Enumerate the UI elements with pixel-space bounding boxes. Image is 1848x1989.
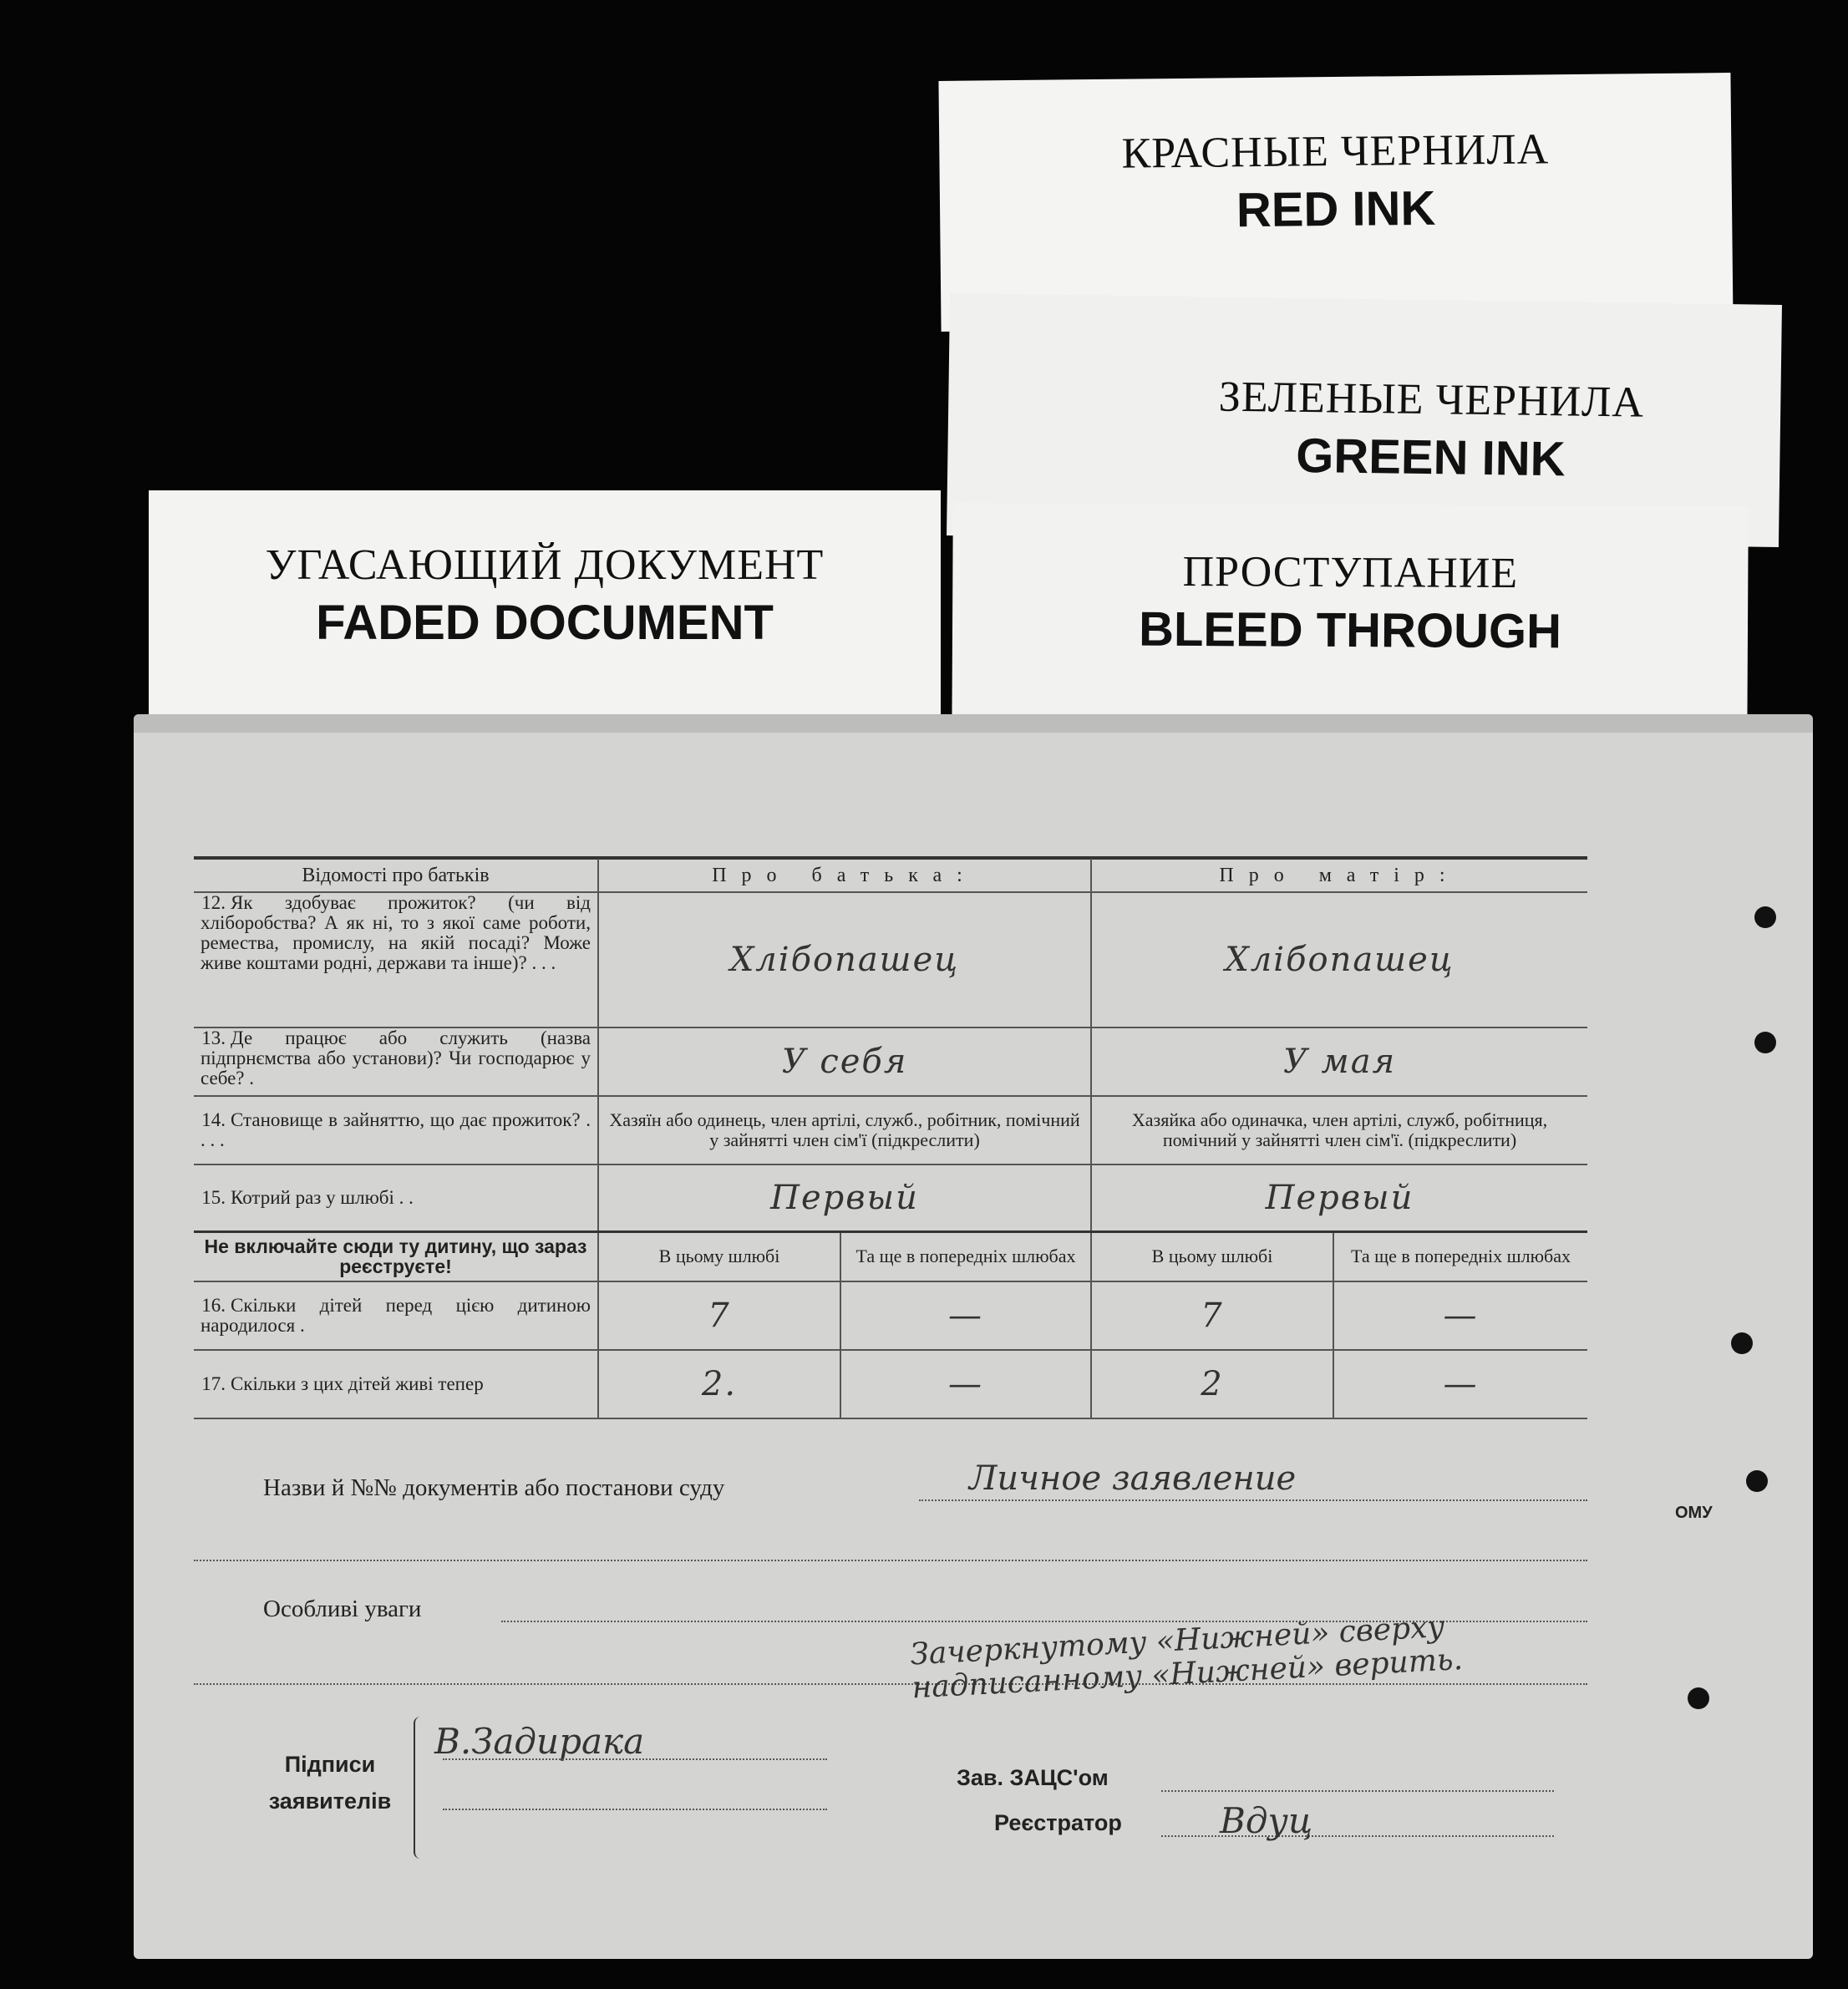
- children-note: Не включайте сюди ту дитину, що зараз реєструєте!: [194, 1231, 598, 1281]
- mother-this-marriage-header: В цьому шлюбі: [1091, 1231, 1333, 1281]
- question-17: 17. Скільки з цих дітей живі тепер: [194, 1350, 598, 1418]
- father-livelihood: Хлібопашец: [598, 892, 1091, 1027]
- table-row: [194, 1096, 1587, 1164]
- header-parents-info: Відомості про батьків: [194, 859, 598, 892]
- card-en-label: BLEED THROUGH: [1138, 601, 1562, 659]
- question-16: 16. Скільки дітей перед цією дитиною народилося .: [194, 1281, 598, 1350]
- punch-hole: [1731, 1332, 1753, 1354]
- mother-children-born-this: 7: [1091, 1281, 1333, 1350]
- punch-hole: [1754, 906, 1776, 928]
- mother-children-born-prev: —: [1443, 1296, 1479, 1335]
- remarks-value: Зачеркнутому «Нижней» сверху надписанному «Нижней» верить.: [909, 1609, 1464, 1706]
- father-workplace: У себя: [598, 1027, 1091, 1096]
- table-row: [194, 1281, 1587, 1350]
- signature-dotted-line-1: [443, 1758, 827, 1760]
- punch-hole: [1746, 1470, 1768, 1492]
- table-row: [194, 892, 1587, 1027]
- father-marriage-count: Первый: [598, 1164, 1091, 1231]
- father-children-born-this: 7: [598, 1281, 840, 1350]
- table-header-row: [194, 859, 1587, 892]
- mother-livelihood: Хлібопашец: [1225, 941, 1455, 979]
- father-children-alive-prev: —: [840, 1350, 1091, 1418]
- children-header-row: [194, 1231, 1587, 1281]
- father-children-alive-this: 2.: [598, 1350, 840, 1418]
- header-father: Про батька:: [598, 859, 1091, 892]
- table-row: [194, 1164, 1587, 1231]
- sheet-edge: [134, 714, 1813, 733]
- signatures-label: Підписи заявителів: [268, 1752, 392, 1814]
- mother-children-alive-prev: —: [1443, 1365, 1479, 1403]
- mother-marriage-count: Первый: [1265, 1178, 1414, 1217]
- registrar-label: Реєстратор: [994, 1810, 1122, 1835]
- father-children-born-prev: —: [840, 1281, 1091, 1350]
- header-mother: Про матір:: [1219, 864, 1460, 886]
- card-ru-label: КРАСНЫЕ ЧЕРНИЛА: [1121, 125, 1550, 178]
- signatures-brace: [414, 1717, 420, 1859]
- remarks-label: Особливі уваги: [263, 1596, 422, 1622]
- registrar-signature: Вдуц: [1220, 1800, 1313, 1841]
- documents-dotted-line-2: [194, 1560, 1587, 1561]
- documents-dotted-line: [919, 1499, 1587, 1501]
- question-12: 12. Як здобуває прожиток? (чи від хліборобства? А як ні, то з якої саме роботи, ремества, промислу, на якій посаді? Може живе коштами родні, держави та інше)? . . .: [194, 892, 598, 1027]
- card-ru-label: ЗЕЛЕНЫЕ ЧЕРНИЛА: [1218, 373, 1645, 427]
- documents-value: Личное заявление: [969, 1459, 1297, 1498]
- margin-stamp-fragment: ОМУ: [1675, 1504, 1713, 1522]
- question-15: 15. Котрий раз у шлюбі . .: [194, 1164, 598, 1231]
- card-ru-label: УГАСАЮЩИЙ ДОКУМЕНТ: [265, 541, 825, 589]
- question-13: 13. Де працює або служить (назва підпрнємства або установи)? Чи господарює у себе? .: [194, 1027, 598, 1096]
- documents-label: Назви й №№ документів або постанови суду: [263, 1474, 725, 1501]
- registration-form-sheet: [134, 714, 1813, 1959]
- question-14: 14. Становище в зайняттю, що дає прожиток? . . . .: [194, 1096, 598, 1164]
- card-en-label: FADED DOCUMENT: [316, 596, 774, 650]
- mother-children-alive-this: 2: [1091, 1350, 1333, 1418]
- father-previous-header: Та ще в попередніх шлюбах: [840, 1231, 1091, 1281]
- mother-occupation-options: Хазяйка або одиначка, член артілі, служб, робітниця, помічний у зайнятті член сім'ї. (підкреслити): [1131, 1109, 1548, 1150]
- father-this-marriage-header: В цьому шлюбі: [598, 1231, 840, 1281]
- applicant-signature: В.Задирака: [434, 1721, 645, 1762]
- remarks-dotted-line-2: [194, 1683, 1587, 1685]
- punch-hole: [1754, 1032, 1776, 1053]
- parents-table: [194, 859, 1587, 1419]
- card-ru-label: ПРОСТУПАНИЕ: [1182, 547, 1519, 598]
- table-row: [194, 1027, 1587, 1096]
- signature-dotted-line-2: [443, 1809, 827, 1810]
- card-en-label: RED INK: [1236, 180, 1436, 238]
- father-occupation-options: Хазяїн або одинець, член артілі, служб., робітник, помічний у зайнятті член сім'ї (підкреслити): [598, 1096, 1091, 1164]
- mother-previous-header: Та ще в попередніх шлюбах: [1351, 1246, 1571, 1267]
- red-ink-card: [938, 73, 1733, 332]
- table-row: [194, 1350, 1587, 1418]
- card-en-label: GREEN INK: [1295, 428, 1566, 487]
- mother-workplace: У мая: [1282, 1043, 1397, 1081]
- head-dotted-line: [1161, 1790, 1554, 1792]
- head-label: Зав. ЗАЦС'ом: [957, 1765, 1109, 1790]
- punch-hole: [1688, 1687, 1709, 1709]
